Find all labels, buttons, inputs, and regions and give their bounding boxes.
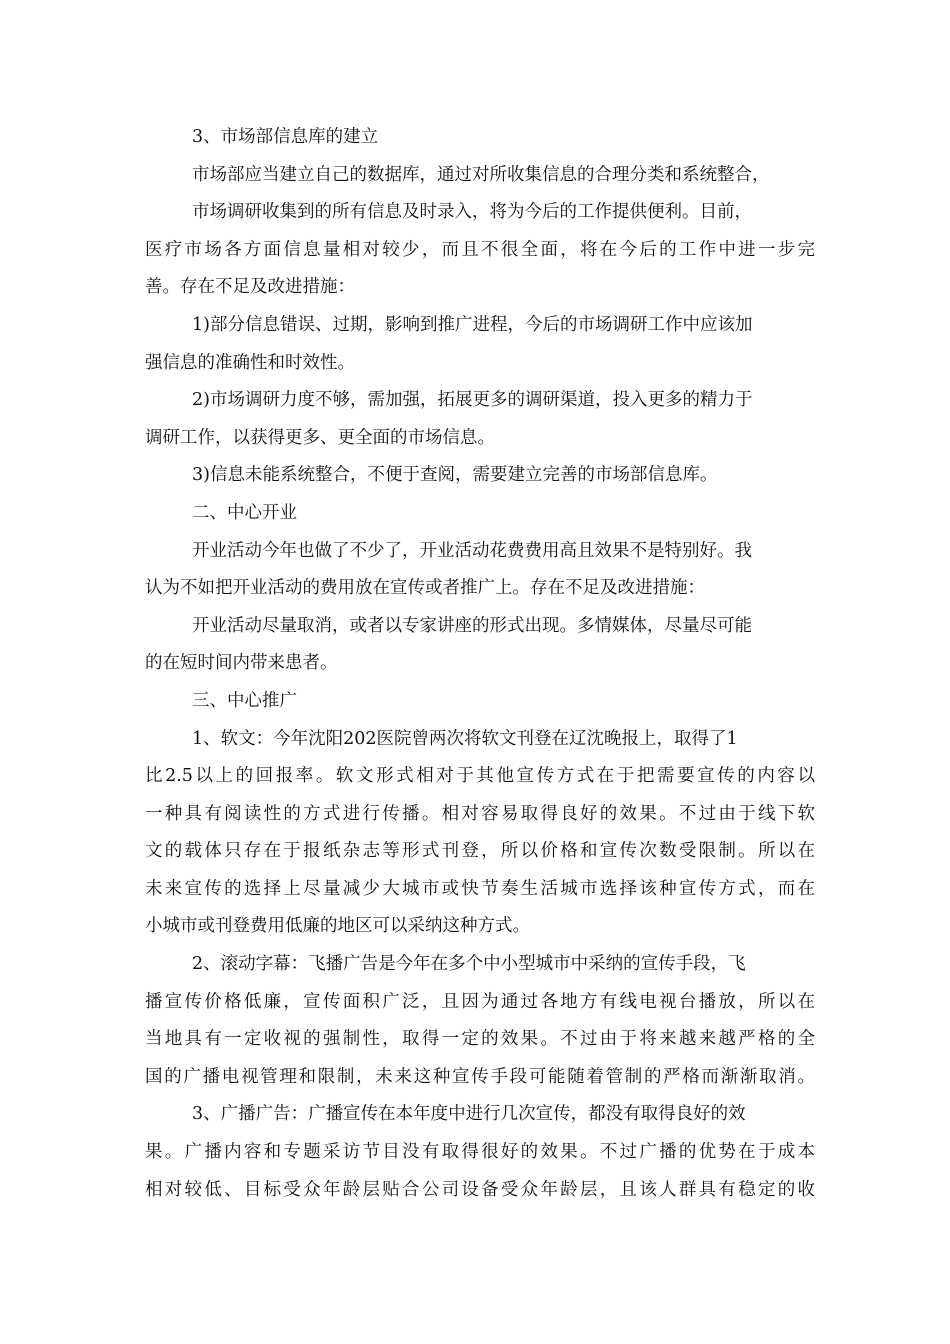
paragraph-line: 小城市或刊登费用低廉的地区可以采纳这种方式。 — [145, 916, 530, 937]
list-item-line: 强信息的准确性和时效性。 — [145, 352, 355, 373]
paragraph-line: 未来宣传的选择上尽量减少大城市或快节奏生活城市选择该种宣传方式，而在 — [145, 878, 815, 899]
paragraph-line: 一种具有阅读性的方式进行传播。相对容易取得良好的效果。不过由于线下软 — [145, 803, 815, 824]
paragraph-line: 开业活动尽量取消，或者以专家讲座的形式出现。多情媒体，尽量尽可能 — [192, 615, 752, 636]
section-heading: 三、中心推广 — [192, 690, 297, 711]
section-heading: 二、中心开业 — [192, 502, 297, 523]
paragraph-line: 开业活动今年也做了不少了，开业活动花费费用高且效果不是特别好。我 — [192, 540, 752, 561]
paragraph-line: 医疗市场各方面信息量相对较少，而且不很全面，将在今后的工作中进一步完 — [145, 239, 815, 260]
paragraph-line: 当地具有一定收视的强制性，取得一定的效果。不过由于将来越来越严格的全 — [145, 1029, 815, 1050]
paragraph-line: 认为不如把开业活动的费用放在宣传或者推广上。存在不足及改进措施： — [145, 578, 705, 599]
paragraph-line: 市场调研收集到的所有信息及时录入，将为今后的工作提供便利。目前， — [192, 202, 752, 223]
paragraph-line: 善。存在不足及改进措施： — [145, 277, 355, 298]
paragraph-line: 播宣传价格低廉，宣传面积广泛，且因为通过各地方有线电视台播放，所以在 — [145, 991, 815, 1012]
paragraph-line: 市场部应当建立自己的数据库，通过对所收集信息的合理分类和系统整合， — [192, 164, 770, 185]
document-body — [145, 119, 815, 1209]
list-item-line: 调研工作，以获得更多、更全面的市场信息。 — [145, 427, 495, 448]
paragraph-line: 3、广播广告：广播宣传在本年度中进行几次宣传，都没有取得良好的效 — [192, 1104, 746, 1125]
paragraph-line: 果。广播内容和专题采访节目没有取得很好的效果。不过广播的优势在于成本 — [145, 1142, 815, 1163]
paragraph-line: 比2.5以上的回报率。软文形式相对于其他宣传方式在于把需要宣传的内容以 — [145, 766, 815, 787]
paragraph-line: 国的广播电视管理和限制，未来这种宣传手段可能随着管制的严格而渐渐取消。 — [145, 1066, 815, 1087]
list-item-line: 3)信息未能系统整合，不便于查阅，需要建立完善的市场部信息库。 — [192, 465, 718, 486]
list-item-line: 1)部分信息错误、过期，影响到推广进程，今后的市场调研工作中应该加 — [192, 314, 753, 335]
paragraph-line: 1、软文：今年沈阳202医院曾两次将软文刊登在辽沈晚报上，取得了1 — [192, 728, 738, 749]
paragraph-line: 2、滚动字幕：飞播广告是今年在多个中小型城市中采纳的宣传手段，飞 — [192, 954, 746, 975]
list-item-line: 2)市场调研力度不够，需加强，拓展更多的调研渠道，投入更多的精力于 — [192, 390, 753, 411]
section-heading: 3、市场部信息库的建立 — [192, 127, 379, 147]
paragraph-line: 的在短时间内带来患者。 — [145, 653, 338, 674]
paragraph-line: 相对较低、目标受众年龄层贴合公司设备受众年龄层，且该人群具有稳定的收 — [145, 1179, 815, 1200]
paragraph-line: 文的载体只存在于报纸杂志等形式刊登，所以价格和宣传次数受限制。所以在 — [145, 841, 815, 862]
